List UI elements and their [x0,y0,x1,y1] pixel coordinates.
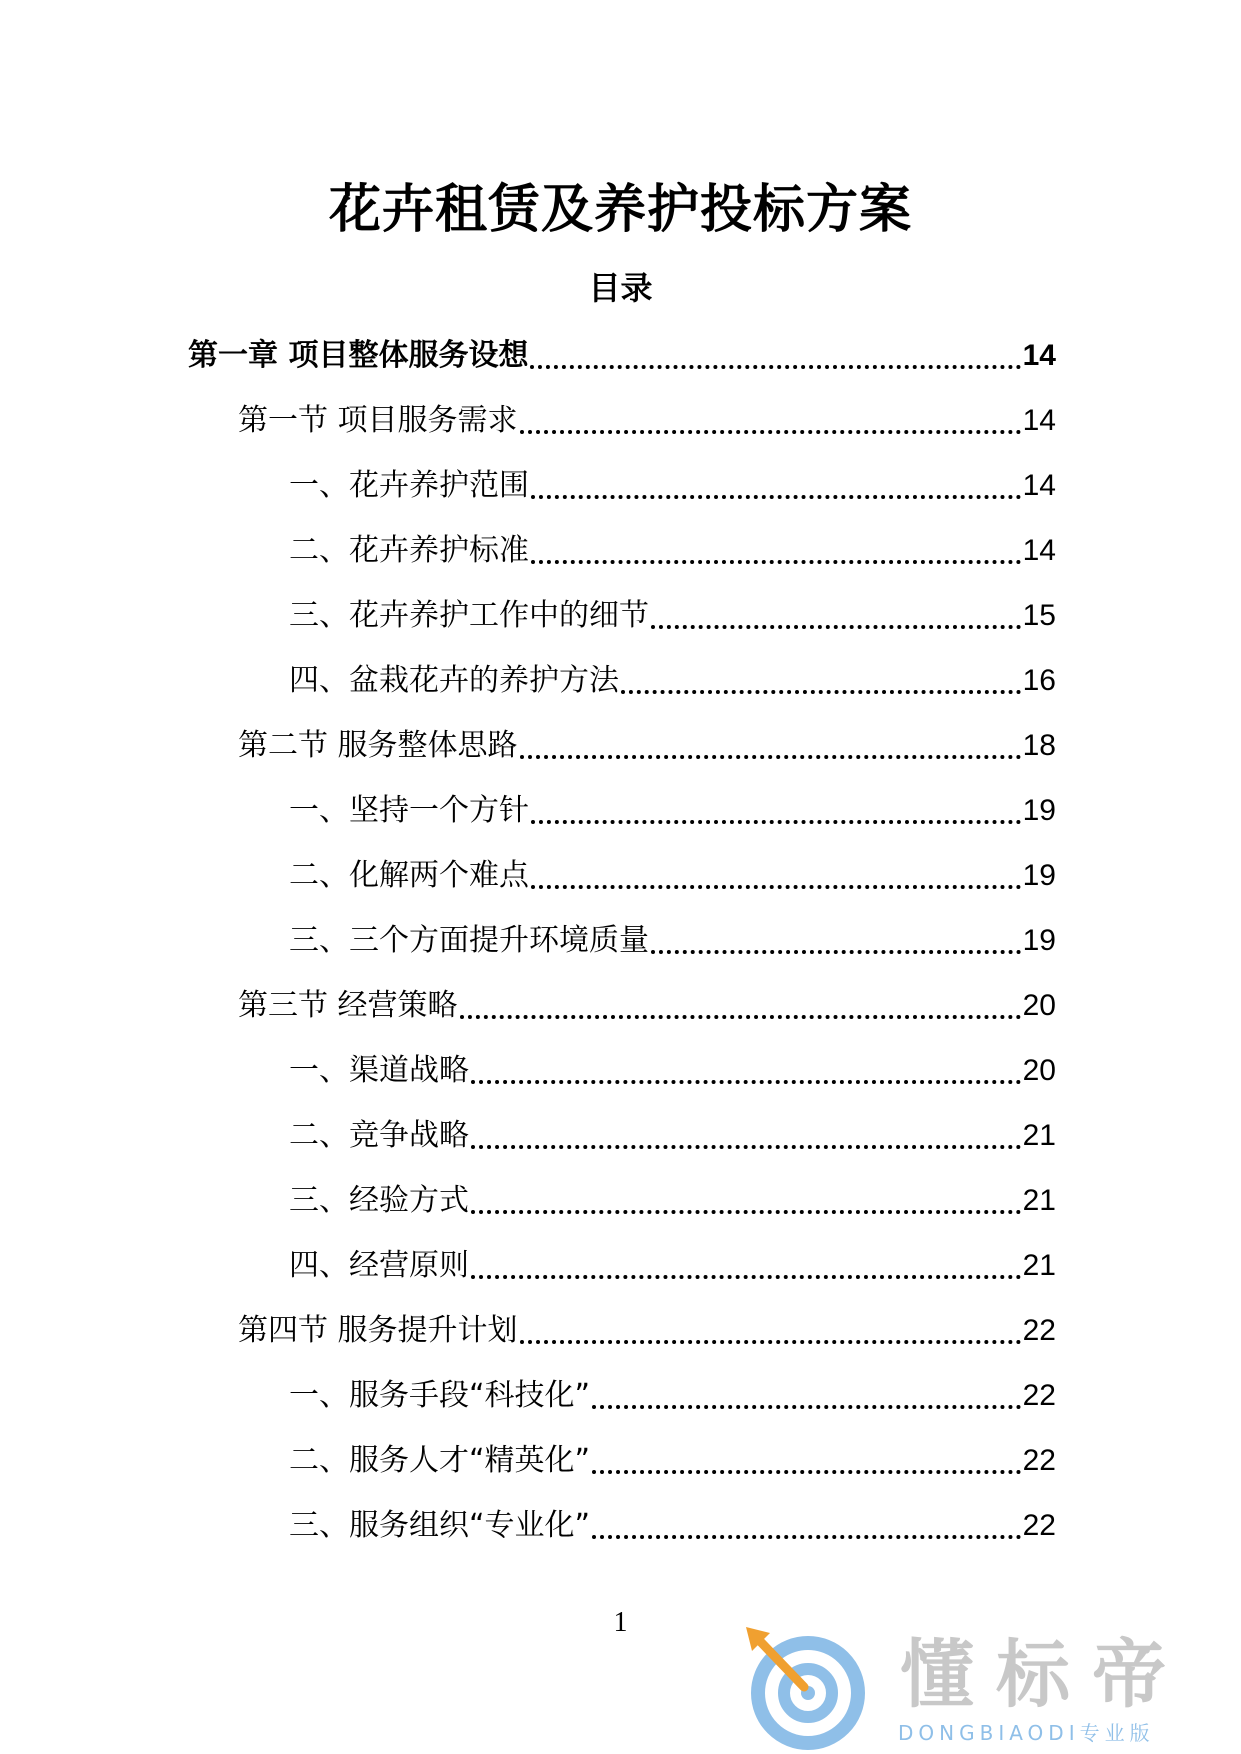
toc-entry-text: 三、花卉养护工作中的细节 [289,598,649,633]
toc-dot-leader [592,1405,1021,1409]
toc-entry[interactable] [289,850,1056,898]
toc-entry-page: 22 [1022,1444,1056,1477]
toc-entry[interactable] [289,655,1056,703]
toc-entry-page: 19 [1022,924,1056,957]
toc-entry[interactable] [289,1370,1056,1418]
toc-entry-text: 第三节 经营策略 [238,988,458,1023]
toc-dot-leader [531,495,1021,499]
toc-entry[interactable] [289,1045,1056,1093]
toc-entry-page: 21 [1022,1184,1056,1217]
target-arrow-icon [740,1625,870,1750]
toc-entry-page: 20 [1022,989,1056,1022]
toc-entry-page: 14 [1022,404,1056,437]
toc-entry-text: 第四节 服务提升计划 [238,1313,518,1348]
page-number: 1 [613,1607,628,1638]
toc-entry-text: 二、花卉养护标准 [289,533,529,568]
toc-entry-text: 三、服务组织“专业化” [289,1508,591,1543]
toc-entry[interactable] [289,915,1056,963]
toc-dot-leader [520,755,1021,759]
document-title: 花卉租赁及养护投标方案 [328,180,912,240]
toc-dot-leader [592,1535,1021,1539]
toc-entry-text: 一、服务手段“科技化” [289,1378,591,1413]
toc-dot-leader [460,1015,1021,1019]
toc-entry[interactable] [289,1500,1056,1548]
toc-heading: 目录 [588,269,653,307]
toc-entry[interactable] [289,785,1056,833]
toc-entry-text: 四、经营原则 [289,1248,469,1283]
toc-entry[interactable] [188,330,1056,378]
toc-entry[interactable] [238,720,1056,768]
toc-dot-leader [520,430,1021,434]
toc-entry-text: 一、花卉养护范围 [289,468,529,503]
watermark-brand-subtitle: DONGBIAODI专业版 [898,1721,1155,1745]
toc-entry-page: 16 [1022,664,1056,697]
toc-dot-leader [471,1275,1021,1279]
toc-dot-leader [651,950,1021,954]
toc-entry-text: 一、渠道战略 [289,1053,469,1088]
toc-entry[interactable] [289,1240,1056,1288]
toc-entry-text: 第一章 项目整体服务设想 [188,338,529,373]
toc-dot-leader [471,1210,1021,1214]
toc-entry[interactable] [289,1175,1056,1223]
toc-entry-text: 三、经验方式 [289,1183,469,1218]
toc-entry-page: 15 [1022,599,1056,632]
toc-entry[interactable] [238,1305,1056,1353]
toc-entry-page: 22 [1022,1509,1056,1542]
toc-dot-leader [531,820,1021,824]
toc-entry[interactable] [238,980,1056,1028]
toc-entry-page: 14 [1022,534,1056,567]
toc-entry-page: 22 [1022,1314,1056,1347]
toc-entry-text: 一、坚持一个方针 [289,793,529,828]
toc-dot-leader [531,885,1021,889]
watermark-brand-name: 懂标帝 [900,1632,1188,1718]
toc-entry-page: 19 [1022,859,1056,892]
toc-entry[interactable] [238,395,1056,443]
toc-entry-page: 20 [1022,1054,1056,1087]
toc-entry-text: 第二节 服务整体思路 [238,728,518,763]
toc-entry[interactable] [289,525,1056,573]
toc-entry-text: 二、化解两个难点 [289,858,529,893]
toc-entry-page: 14 [1022,469,1056,502]
toc-dot-leader [471,1080,1021,1084]
watermark [740,1625,1220,1750]
toc-entry-text: 第一节 项目服务需求 [238,403,518,438]
toc-dot-leader [651,625,1021,629]
toc-dot-leader [520,1340,1021,1344]
toc-dot-leader [531,560,1021,564]
toc-dot-leader [621,690,1021,694]
toc-dot-leader [530,365,1020,369]
toc-entry[interactable] [289,1435,1056,1483]
table-of-contents [0,330,1241,1580]
toc-entry-page: 14 [1022,339,1056,372]
toc-dot-leader [471,1145,1021,1149]
toc-entry[interactable] [289,590,1056,638]
toc-entry-page: 19 [1022,794,1056,827]
toc-entry-text: 四、盆栽花卉的养护方法 [289,663,619,698]
toc-dot-leader [592,1470,1021,1474]
toc-entry-text: 二、服务人才“精英化” [289,1443,591,1478]
toc-entry-page: 21 [1022,1119,1056,1152]
toc-entry-page: 21 [1022,1249,1056,1282]
toc-entry[interactable] [289,460,1056,508]
toc-entry[interactable] [289,1110,1056,1158]
toc-entry-page: 22 [1022,1379,1056,1412]
toc-entry-page: 18 [1022,729,1056,762]
toc-entry-text: 三、三个方面提升环境质量 [289,923,649,958]
toc-entry-text: 二、竞争战略 [289,1118,469,1153]
